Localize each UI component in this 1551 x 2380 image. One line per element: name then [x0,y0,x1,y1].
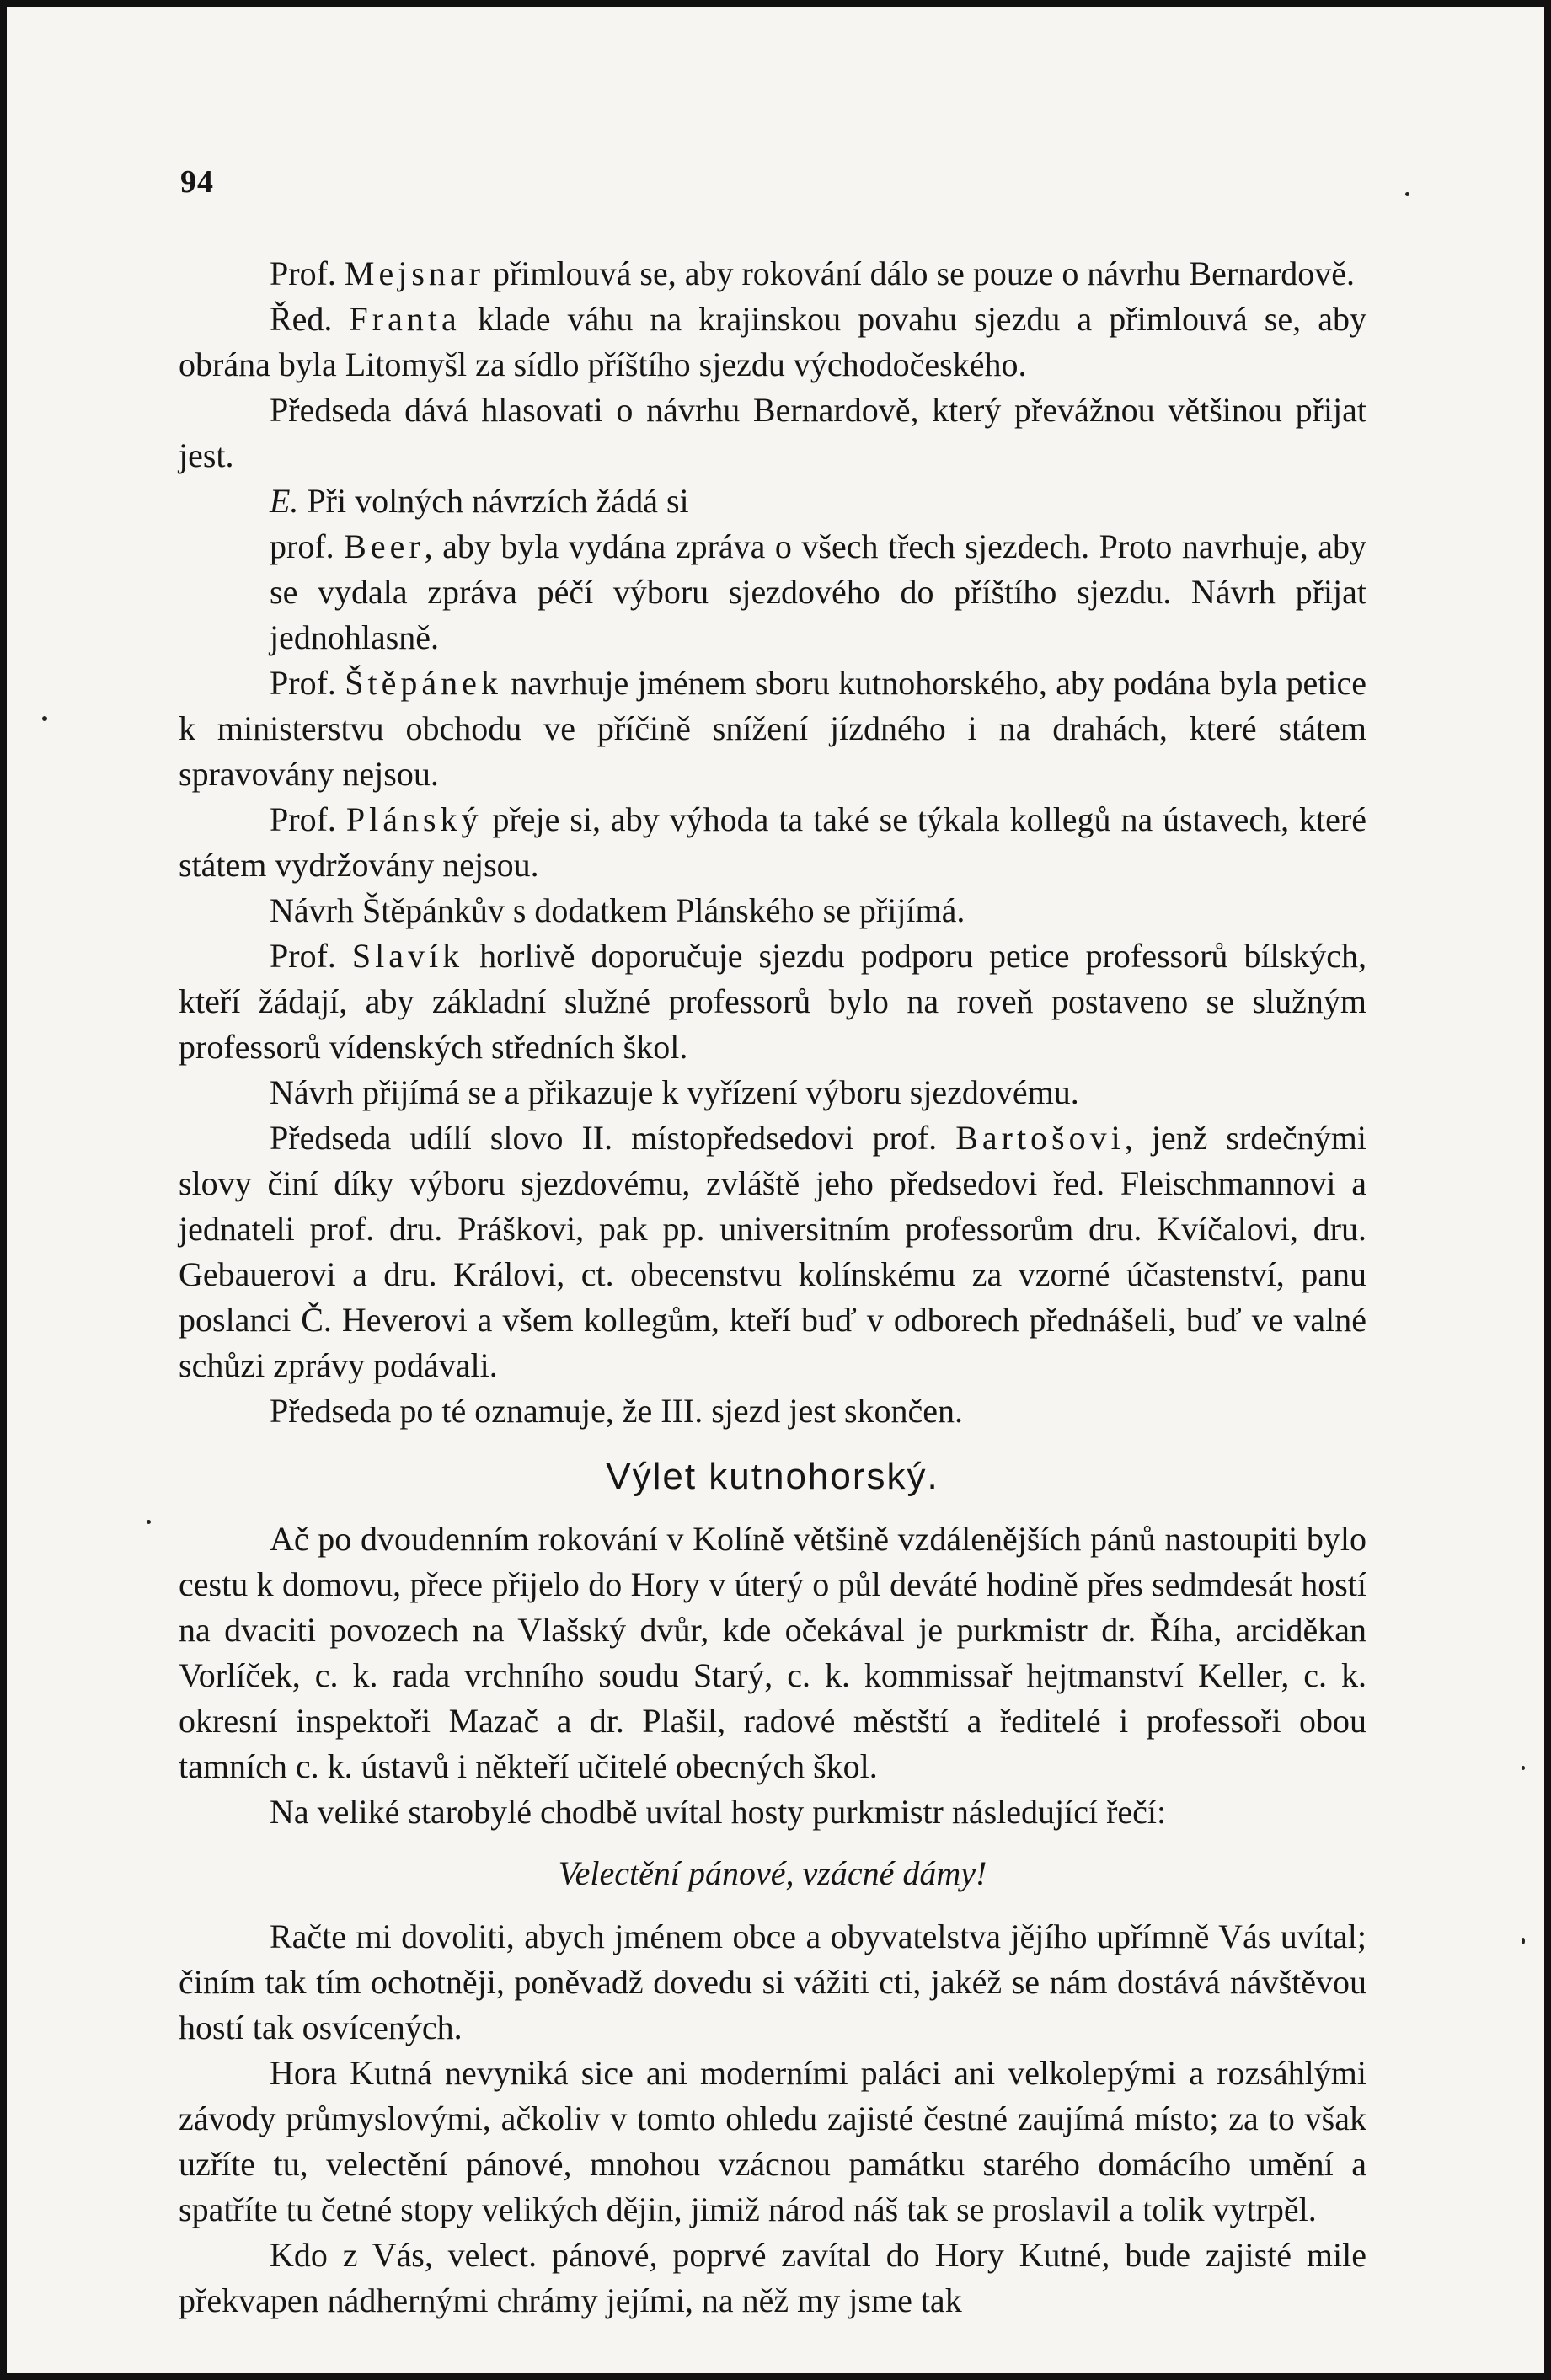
paragraph-prefix: Řed. [270,300,350,338]
paragraph-speech-2: Hora Kutná nevyniká sice ani moderními paláci ani velkolepými a rozsáhlými závody průmyslovými, ačkoliv v tomto ohledu zajisté čestné zaujímá místo; za to však uzříte tu, velectění pánové, mnohou vzácnou památku starého domácího umění a spatříte tu četné stopy velikých dějin, jimiž národ náš tak se proslavil a tolik vytrpěl. [179,2054,1366,2228]
paragraph-speech-3: Kdo z Vás, velect. pánové, poprvé zavítal do Hory Kutné, bude zajisté mile překvapen nádhernými chrámy jejími, na něž my jsme tak [179,2236,1366,2319]
paragraph-speech-1: Račte mi dovoliti, abych jménem obce a obyvatelstva jějího upřímně Vás uvítal; činím tak tím ochotněji, poněvadž dovedu si vážiti cti, jakéž se nám dostává návštěvou hostí tak osvícených. [179,1917,1366,2046]
paragraph-proposals [179,479,1366,524]
paragraph-franta [179,297,1366,388]
paragraph-mejsnar [179,251,1366,297]
paragraph-stepanek [179,661,1366,797]
speaker-name: Beer [344,527,425,565]
paragraph-assigned: Návrh přijímá se a přikazuje k vyřízení výboru sjezdovému. [270,1073,1079,1111]
paragraph-beer [179,524,1366,661]
speaker-name: Slavík [351,937,464,975]
speaker-name: Mejsnar [344,254,484,292]
paragraph-text: Při volných návrzích žádá si [298,482,689,520]
scan-speck [1522,1938,1525,1944]
paragraph-accepted: Návrh Štěpánkův s dodatkem Plánského se přijímá. [270,891,965,929]
speaker-name: Franta [349,300,461,338]
page-number: 94 [180,164,214,200]
scan-speck [42,716,47,721]
speaker-name: Bartošovi [955,1119,1125,1157]
page-content [179,251,1366,2324]
paragraph-text: přimlouvá se, aby rokování dálo se pouze o návrhu Bernardově. [484,254,1355,292]
speech-salutation: Velectění pánové, vzácné dámy! [558,1854,987,1892]
scan-speck [1522,1766,1525,1770]
paragraph-prefix: Předseda udílí slovo II. místopředsedovi prof. [270,1119,956,1157]
paragraph-prefix: prof. [270,527,345,565]
scan-speck [1405,192,1409,196]
paragraph-slavik [179,933,1366,1070]
paragraph-closing: Předseda po té oznamuje, že III. sjezd jest skončen. [270,1392,964,1430]
paragraph-text: navrhuje jménem sboru kutnohorského, aby podána byla petice k ministerstvu obchodu ve příčině snížení jízdného i na drahách, které státem spravovány nejsou. [179,664,1367,793]
paragraph-plansky [179,797,1366,888]
paragraph-text: , aby byla vydána zpráva o všech třech sjezdech. Proto navrhuje, aby se vydala zpráva péčí výboru sjezdového do příštího sjezdu. Návrh přijat jednohlasně. [270,527,1367,656]
speaker-name: Plánský [345,800,483,838]
paragraph-vote: Předseda dává hlasovati o návrhu Bernardově, který převážnou většinou přijat jest. [179,391,1366,474]
paragraph-prefix: Prof. [270,937,352,975]
paragraph-prefix: Prof. [270,254,345,292]
paragraph-trip: Ač po dvoudenním rokování v Kolíně většině vzdálenějších pánů nastoupiti bylo cestu k domovu, přece přijelo do Hory v úterý o půl deváté hodině přes sedmdesát hostí na dvaciti povozech na Vlašský dvůr, kde očekával je purkmistr dr. Říha, arciděkan Vorlíček, c. k. rada vrchního soudu Starý, c. k. kommissař hejtmanství Keller, c. k. okresní inspektoři Mazač a dr. Plašil, radové městští a ředitelé i professoři obou tamních c. k. ústavů i někteří učitelé obecných škol. [179,1520,1366,1785]
section-heading: Výlet kutnohorský. [606,1456,939,1497]
paragraph-bartos [179,1115,1366,1388]
paragraph-text: horlivě doporučuje sjezdu podporu petice professorů bílských, kteří žádají, aby základní služné professorů bylo na roveň postaveno se služným professorů vídenských středních škol. [179,937,1366,1066]
paragraph-prefix: Prof. [270,800,346,838]
paragraph-welcome: Na veliké starobylé chodbě uvítal hosty purkmistr následující řečí: [270,1793,1167,1831]
scan-speck [147,1520,151,1524]
paragraph-text: , jenž srdečnými slovy činí díky výboru sjezdovému, zvláště jeho předsedovi řed. Fleischmannovi a jednateli prof. dru. Práškovi, pak pp. universitním professorům dru. Kvíčalovi, dru. Gebauerovi a dru. Královi, ct. obecenstvu kolínskému za vzorné účastenství, panu poslanci Č. Heverovi a všem kollegům, kteří buď v odborech přednášeli, buď ve valné schůzi zprávy podávali. [179,1119,1366,1384]
paragraph-prefix: Prof. [270,664,345,702]
paragraph-text: klade váhu na krajinskou povahu sjezdu a přimlouvá se, aby obrána byla Litomyšl za sídlo příštího sjezdu východočeského. [179,300,1366,383]
speaker-name: Štěpánek [345,664,502,702]
section-marker: E. [270,482,299,520]
paragraph-text: přeje si, aby výhoda ta také se týkala kollegů na ústavech, které státem vydržovány nejsou. [179,800,1366,884]
